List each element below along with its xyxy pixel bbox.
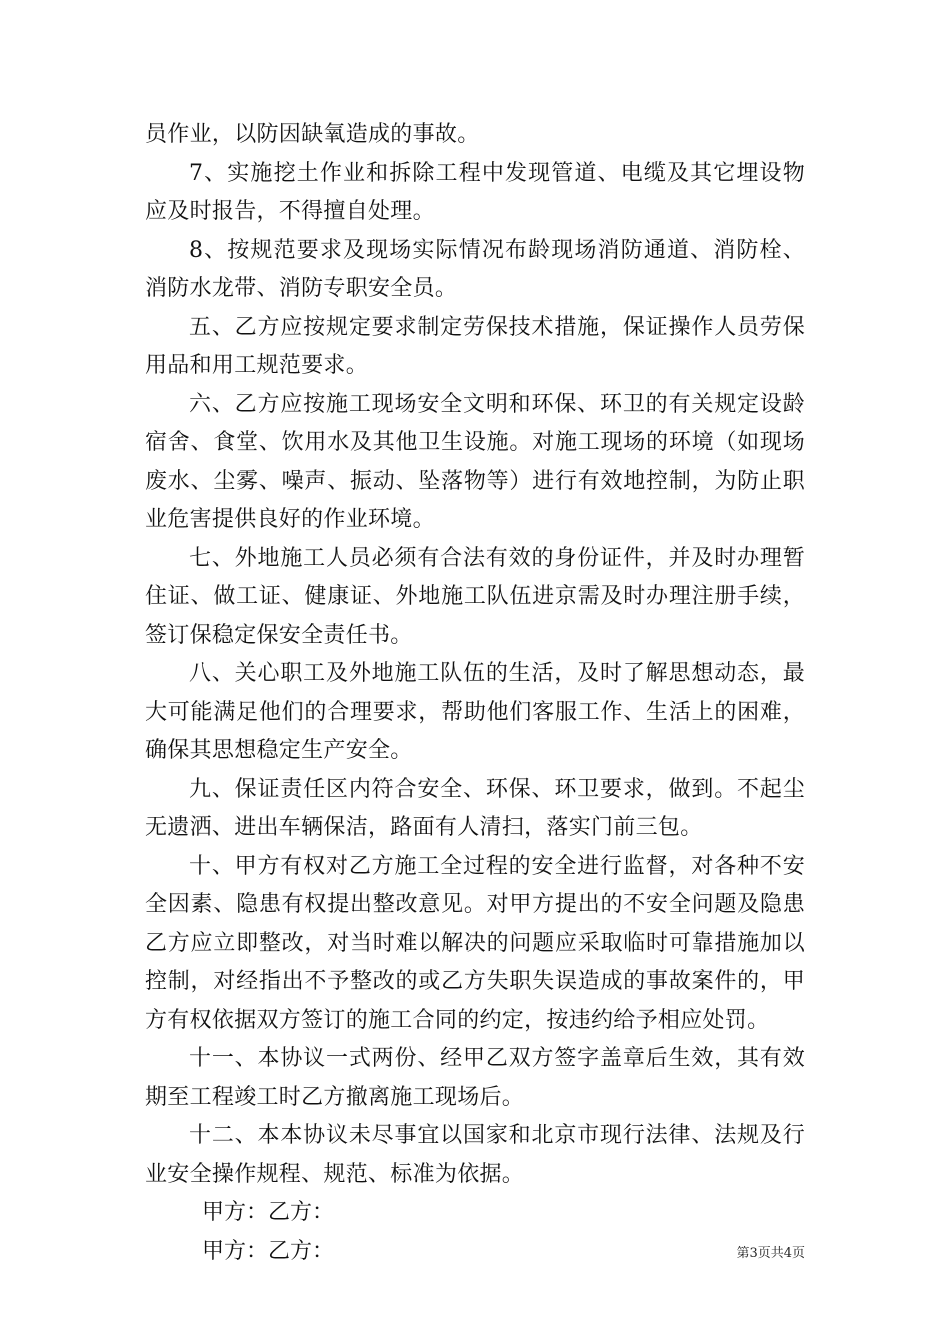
paragraph-section-10: 十、甲方有权对乙方施工全过程的安全进行监督，对各种不安全因素、隐患有权提出整改意见。对甲方提出的不安全问题及隐患乙方应立即整改，对当时难以解决的问题应采取临时可靠措施加以控制，对经指出不予整改的或乙方失职失误造成的事故案件的，甲方有权依据双方签订的施工合同的约定，按违约给予相应处罚。 [145,853,805,1033]
signature-line: 甲方：乙方： [202,1200,335,1225]
paragraph-section-8: 八、关心职工及外地施工队伍的生活，及时了解思想动态，最大可能满足他们的合理要求，帮助他们客服工作、生活上的困难，确保其思想稳定生产安全。 [145,661,805,763]
page-number: 第3页共4页 [736,1246,805,1261]
paragraph-section-9: 九、保证责任区内符合安全、环保、环卫要求，做到。不起尘无遗洒、进出车辆保洁，路面有人清扫，落实门前三包。 [145,776,805,840]
paragraph-item-8: 8、按规范要求及现场实际情况布龄现场消防通道、消防栓、消防水龙带、消防专职安全员。 [145,237,805,301]
paragraph-section-11: 十一、本协议一式两份、经甲乙双方签字盖章后生效，其有效期至工程竣工时乙方撤离施工现场后。 [145,1046,805,1110]
paragraph-item-7: 7、实施挖土作业和拆除工程中发现管道、电缆及其它埋设物应及时报告，不得擅自处理。 [145,160,805,224]
document-body [145,116,805,1271]
paragraph-section-6: 六、乙方应按施工现场安全文明和环保、环卫的有关规定设龄宿舍、食堂、饮用水及其他卫生设施。对施工现场的环境（如现场废水、尘雾、噪声、振动、坠落物等）进行有效地控制，为防止职业危害提供良好的作业环境。 [145,391,805,532]
paragraph-section-12: 十二、本本协议未尽事宜以国家和北京市现行法律、法规及行业安全操作规程、规范、标准为依据。 [145,1123,805,1187]
paragraph-continuation: 员作业，以防因缺氧造成的事故。 [145,122,480,147]
signature-line: 甲方：乙方： [202,1238,335,1264]
paragraph-section-5: 五、乙方应按规定要求制定劳保技术措施，保证操作人员劳保用品和用工规范要求。 [145,314,805,378]
paragraph-section-7: 七、外地施工人员必须有合法有效的身份证件，并及时办理暂住证、做工证、健康证、外地施工队伍进京需及时办理注册手续，签订保稳定保安全责任书。 [145,545,805,648]
